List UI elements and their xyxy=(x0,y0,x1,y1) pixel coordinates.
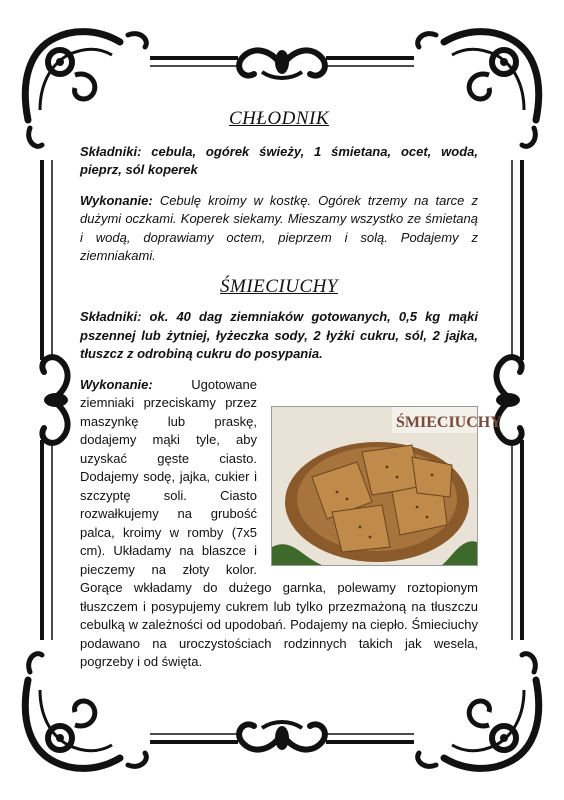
photo-sign-text: ŚMIECIUCHY xyxy=(396,413,502,431)
center-ornament-left xyxy=(42,357,68,443)
recipe1-ingredients-label: Składniki: xyxy=(80,143,142,159)
recipe1-ingredients xyxy=(80,143,478,180)
center-ornament-bottom xyxy=(239,722,325,750)
recipe2-method-text: Ugotowane ziemniaki przeciskamy przez maszynkę lub praskę, dodajemy mąki tyle, aby uzyskać gęste ciasto. Dodajemy sodę, jajka, cukier i szczyptę soli. Ciasto rozwałkujemy na grubość palca, kroimy w romby (7x5 cm). Układamy na blaszce i pieczemy na złoty kolor. Gorące wkładamy do dużego garnka, polewamy roztopionym tłuszczem i posypujemy cukrem lub tylko przezmażoną na tłuszczu cebulką w zależności od upodobań. Podajemy na ciepło. Śmieciuchy podawano na uroczystościach rodzinnych takich jak wesela, pogrzeby i od święta. xyxy=(80,376,478,669)
recipe1-ingredients-text: cebula, ogórek świeży, 1 śmietana, ocet, woda, pieprz, sól koperek xyxy=(80,143,478,177)
center-ornament-top xyxy=(239,50,325,78)
recipe1-method-label: Wykonanie: xyxy=(80,192,153,208)
recipe1-method xyxy=(80,192,478,266)
recipe-page xyxy=(80,108,502,672)
smieciuchy-photo xyxy=(271,406,502,566)
recipe1-title: CHŁODNIK xyxy=(228,108,330,129)
recipe2-title: ŚMIECIUCHY xyxy=(220,275,338,297)
recipe2-method-label: Wykonanie: xyxy=(80,376,153,392)
recipe2-method xyxy=(80,376,502,672)
recipe2-ingredients xyxy=(80,308,478,364)
recipe2-ingredients-text: ok. 40 dag ziemniaków gotowanych, 0,5 kg mąki pszennej lub żytniej, łyżeczka sody, 2 łyżki cukru, sól, 2 jajka, tłuszcz z odrobiną cukru do posypania. xyxy=(80,309,478,361)
recipe1-method-text: Cebulę kroimy w kostkę. Ogórek trzemy na tarce z dużymi oczkami. Koperek siekamy. Mieszamy wszystko ze śmietaną i wodą, doprawiamy octem, pieprzem i solą. Podajemy z ziemniakami. xyxy=(80,192,478,263)
recipe2-ingredients-label: Składniki: xyxy=(80,309,142,324)
